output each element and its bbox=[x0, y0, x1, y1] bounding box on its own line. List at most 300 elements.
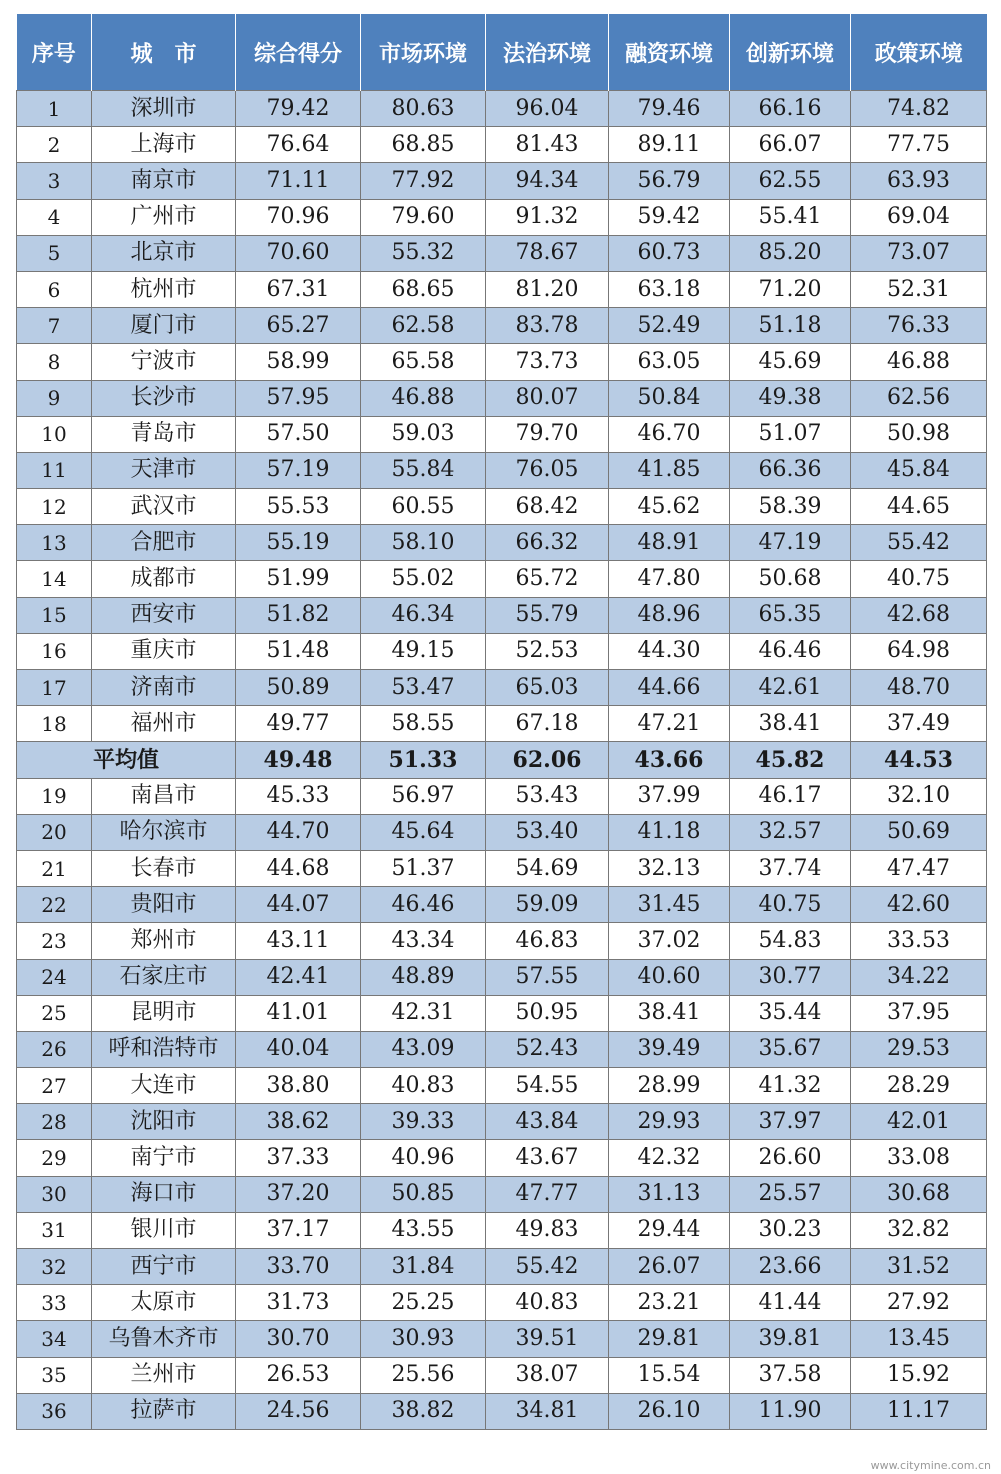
score-cell: 62.56 bbox=[851, 380, 987, 416]
score-cell: 55.19 bbox=[236, 525, 361, 561]
score-cell: 59.09 bbox=[486, 887, 609, 923]
city-cell: 银川市 bbox=[92, 1212, 236, 1248]
score-cell: 11.17 bbox=[851, 1393, 987, 1429]
rank-cell: 21 bbox=[17, 850, 92, 886]
rank-cell: 20 bbox=[17, 814, 92, 850]
score-cell: 42.41 bbox=[236, 959, 361, 995]
score-cell: 50.84 bbox=[609, 380, 730, 416]
score-cell: 78.67 bbox=[486, 235, 609, 271]
table-row bbox=[17, 561, 987, 597]
city-cell: 南昌市 bbox=[92, 778, 236, 814]
score-cell: 58.55 bbox=[361, 706, 486, 742]
score-cell: 35.67 bbox=[730, 1031, 851, 1067]
score-cell: 30.70 bbox=[236, 1321, 361, 1357]
score-cell: 49.77 bbox=[236, 706, 361, 742]
rank-cell: 16 bbox=[17, 633, 92, 669]
score-cell: 45.82 bbox=[730, 742, 851, 778]
score-cell: 53.40 bbox=[486, 814, 609, 850]
score-cell: 73.07 bbox=[851, 235, 987, 271]
table-row bbox=[17, 1068, 987, 1104]
score-cell: 56.79 bbox=[609, 163, 730, 199]
score-cell: 46.46 bbox=[361, 887, 486, 923]
score-cell: 63.18 bbox=[609, 271, 730, 307]
score-cell: 68.65 bbox=[361, 271, 486, 307]
score-cell: 51.37 bbox=[361, 850, 486, 886]
score-cell: 69.04 bbox=[851, 199, 987, 235]
header-index: 序号 bbox=[17, 14, 92, 91]
score-cell: 76.33 bbox=[851, 308, 987, 344]
table-row bbox=[17, 814, 987, 850]
score-cell: 55.41 bbox=[730, 199, 851, 235]
table-row bbox=[17, 452, 987, 488]
score-cell: 66.32 bbox=[486, 525, 609, 561]
score-cell: 67.31 bbox=[236, 271, 361, 307]
score-cell: 79.70 bbox=[486, 416, 609, 452]
rank-cell: 26 bbox=[17, 1031, 92, 1067]
city-cell: 呼和浩特市 bbox=[92, 1031, 236, 1067]
score-cell: 44.70 bbox=[236, 814, 361, 850]
score-cell: 49.48 bbox=[236, 742, 361, 778]
table-row bbox=[17, 525, 987, 561]
score-cell: 40.60 bbox=[609, 959, 730, 995]
score-cell: 40.83 bbox=[361, 1068, 486, 1104]
score-cell: 57.55 bbox=[486, 959, 609, 995]
table-row bbox=[17, 1393, 987, 1429]
table-row bbox=[17, 416, 987, 452]
score-cell: 33.53 bbox=[851, 923, 987, 959]
city-cell: 重庆市 bbox=[92, 633, 236, 669]
rank-cell: 9 bbox=[17, 380, 92, 416]
score-cell: 31.84 bbox=[361, 1249, 486, 1285]
score-cell: 57.50 bbox=[236, 416, 361, 452]
score-cell: 42.61 bbox=[730, 670, 851, 706]
score-cell: 50.95 bbox=[486, 995, 609, 1031]
table-row bbox=[17, 199, 987, 235]
city-cell: 西安市 bbox=[92, 597, 236, 633]
score-cell: 59.42 bbox=[609, 199, 730, 235]
score-cell: 41.01 bbox=[236, 995, 361, 1031]
score-cell: 46.17 bbox=[730, 778, 851, 814]
score-cell: 30.23 bbox=[730, 1212, 851, 1248]
rank-cell: 36 bbox=[17, 1393, 92, 1429]
score-cell: 51.18 bbox=[730, 308, 851, 344]
score-cell: 29.53 bbox=[851, 1031, 987, 1067]
table-row bbox=[17, 1031, 987, 1067]
score-cell: 51.82 bbox=[236, 597, 361, 633]
rank-cell: 18 bbox=[17, 706, 92, 742]
score-cell: 41.85 bbox=[609, 452, 730, 488]
score-cell: 38.41 bbox=[609, 995, 730, 1031]
score-cell: 25.57 bbox=[730, 1176, 851, 1212]
score-cell: 66.36 bbox=[730, 452, 851, 488]
rank-cell: 35 bbox=[17, 1357, 92, 1393]
city-cell: 拉萨市 bbox=[92, 1393, 236, 1429]
rank-cell: 30 bbox=[17, 1176, 92, 1212]
score-cell: 32.82 bbox=[851, 1212, 987, 1248]
score-cell: 32.13 bbox=[609, 850, 730, 886]
score-cell: 43.84 bbox=[486, 1104, 609, 1140]
table-row bbox=[17, 344, 987, 380]
score-cell: 81.20 bbox=[486, 271, 609, 307]
score-cell: 44.07 bbox=[236, 887, 361, 923]
score-cell: 39.49 bbox=[609, 1031, 730, 1067]
score-cell: 49.38 bbox=[730, 380, 851, 416]
table-row bbox=[17, 923, 987, 959]
score-cell: 79.46 bbox=[609, 91, 730, 127]
city-cell: 深圳市 bbox=[92, 91, 236, 127]
header-policy-env: 政策环境 bbox=[851, 14, 987, 91]
table-row bbox=[17, 995, 987, 1031]
score-cell: 40.04 bbox=[236, 1031, 361, 1067]
city-cell: 南京市 bbox=[92, 163, 236, 199]
score-cell: 55.53 bbox=[236, 489, 361, 525]
score-cell: 53.47 bbox=[361, 670, 486, 706]
table-row bbox=[17, 959, 987, 995]
city-cell: 南宁市 bbox=[92, 1140, 236, 1176]
score-cell: 13.45 bbox=[851, 1321, 987, 1357]
city-cell: 石家庄市 bbox=[92, 959, 236, 995]
score-cell: 43.67 bbox=[486, 1140, 609, 1176]
score-cell: 37.02 bbox=[609, 923, 730, 959]
city-cell: 昆明市 bbox=[92, 995, 236, 1031]
rank-cell: 4 bbox=[17, 199, 92, 235]
score-cell: 74.82 bbox=[851, 91, 987, 127]
score-cell: 11.90 bbox=[730, 1393, 851, 1429]
average-row bbox=[17, 742, 987, 778]
rank-cell: 1 bbox=[17, 91, 92, 127]
score-cell: 32.10 bbox=[851, 778, 987, 814]
score-cell: 52.43 bbox=[486, 1031, 609, 1067]
city-cell: 长沙市 bbox=[92, 380, 236, 416]
score-cell: 54.83 bbox=[730, 923, 851, 959]
city-cell: 西宁市 bbox=[92, 1249, 236, 1285]
score-cell: 47.77 bbox=[486, 1176, 609, 1212]
score-cell: 65.27 bbox=[236, 308, 361, 344]
city-cell: 厦门市 bbox=[92, 308, 236, 344]
city-cell: 福州市 bbox=[92, 706, 236, 742]
rank-cell: 7 bbox=[17, 308, 92, 344]
score-cell: 15.54 bbox=[609, 1357, 730, 1393]
rank-cell: 19 bbox=[17, 778, 92, 814]
score-cell: 39.33 bbox=[361, 1104, 486, 1140]
score-cell: 37.33 bbox=[236, 1140, 361, 1176]
score-cell: 51.33 bbox=[361, 742, 486, 778]
city-cell: 哈尔滨市 bbox=[92, 814, 236, 850]
score-cell: 77.92 bbox=[361, 163, 486, 199]
score-cell: 45.64 bbox=[361, 814, 486, 850]
rank-cell: 12 bbox=[17, 489, 92, 525]
score-cell: 85.20 bbox=[730, 235, 851, 271]
header-finance-env: 融资环境 bbox=[609, 14, 730, 91]
score-cell: 38.07 bbox=[486, 1357, 609, 1393]
score-cell: 76.05 bbox=[486, 452, 609, 488]
score-cell: 42.68 bbox=[851, 597, 987, 633]
rank-cell: 17 bbox=[17, 670, 92, 706]
score-cell: 46.46 bbox=[730, 633, 851, 669]
rank-cell: 11 bbox=[17, 452, 92, 488]
score-cell: 33.08 bbox=[851, 1140, 987, 1176]
score-cell: 48.89 bbox=[361, 959, 486, 995]
score-cell: 80.07 bbox=[486, 380, 609, 416]
score-cell: 26.53 bbox=[236, 1357, 361, 1393]
table-row bbox=[17, 163, 987, 199]
rank-cell: 23 bbox=[17, 923, 92, 959]
score-cell: 46.34 bbox=[361, 597, 486, 633]
score-cell: 55.42 bbox=[851, 525, 987, 561]
score-cell: 24.56 bbox=[236, 1393, 361, 1429]
score-cell: 31.13 bbox=[609, 1176, 730, 1212]
city-cell: 成都市 bbox=[92, 561, 236, 597]
score-cell: 48.96 bbox=[609, 597, 730, 633]
score-cell: 60.73 bbox=[609, 235, 730, 271]
table-row bbox=[17, 778, 987, 814]
score-cell: 26.07 bbox=[609, 1249, 730, 1285]
score-cell: 37.17 bbox=[236, 1212, 361, 1248]
city-cell: 宁波市 bbox=[92, 344, 236, 380]
score-cell: 57.19 bbox=[236, 452, 361, 488]
score-cell: 46.83 bbox=[486, 923, 609, 959]
score-cell: 59.03 bbox=[361, 416, 486, 452]
score-cell: 47.47 bbox=[851, 850, 987, 886]
score-cell: 40.96 bbox=[361, 1140, 486, 1176]
score-cell: 32.57 bbox=[730, 814, 851, 850]
city-cell: 济南市 bbox=[92, 670, 236, 706]
city-cell: 沈阳市 bbox=[92, 1104, 236, 1140]
score-cell: 65.35 bbox=[730, 597, 851, 633]
rank-cell: 27 bbox=[17, 1068, 92, 1104]
score-cell: 41.44 bbox=[730, 1285, 851, 1321]
table-row bbox=[17, 127, 987, 163]
city-cell: 乌鲁木齐市 bbox=[92, 1321, 236, 1357]
city-cell: 兰州市 bbox=[92, 1357, 236, 1393]
score-cell: 23.21 bbox=[609, 1285, 730, 1321]
score-cell: 50.68 bbox=[730, 561, 851, 597]
watermark: www.citymine.com.cn bbox=[870, 1459, 991, 1472]
header-innovation-env: 创新环境 bbox=[730, 14, 851, 91]
score-cell: 63.93 bbox=[851, 163, 987, 199]
score-cell: 37.97 bbox=[730, 1104, 851, 1140]
table-row bbox=[17, 1357, 987, 1393]
header-market-env: 市场环境 bbox=[361, 14, 486, 91]
header-row bbox=[17, 14, 987, 91]
score-cell: 65.03 bbox=[486, 670, 609, 706]
score-cell: 43.09 bbox=[361, 1031, 486, 1067]
score-cell: 26.60 bbox=[730, 1140, 851, 1176]
score-cell: 56.97 bbox=[361, 778, 486, 814]
score-cell: 70.60 bbox=[236, 235, 361, 271]
score-cell: 49.83 bbox=[486, 1212, 609, 1248]
table-row bbox=[17, 633, 987, 669]
rank-cell: 22 bbox=[17, 887, 92, 923]
table-row bbox=[17, 597, 987, 633]
rank-cell: 3 bbox=[17, 163, 92, 199]
score-cell: 64.98 bbox=[851, 633, 987, 669]
city-cell: 合肥市 bbox=[92, 525, 236, 561]
table-row bbox=[17, 1176, 987, 1212]
score-cell: 71.20 bbox=[730, 271, 851, 307]
score-cell: 31.45 bbox=[609, 887, 730, 923]
table-row bbox=[17, 235, 987, 271]
rank-cell: 28 bbox=[17, 1104, 92, 1140]
score-cell: 29.81 bbox=[609, 1321, 730, 1357]
score-cell: 40.75 bbox=[730, 887, 851, 923]
score-cell: 50.69 bbox=[851, 814, 987, 850]
score-cell: 51.07 bbox=[730, 416, 851, 452]
score-cell: 50.89 bbox=[236, 670, 361, 706]
score-cell: 30.68 bbox=[851, 1176, 987, 1212]
score-cell: 31.73 bbox=[236, 1285, 361, 1321]
rank-cell: 34 bbox=[17, 1321, 92, 1357]
rank-cell: 6 bbox=[17, 271, 92, 307]
score-cell: 30.77 bbox=[730, 959, 851, 995]
score-cell: 44.65 bbox=[851, 489, 987, 525]
city-cell: 海口市 bbox=[92, 1176, 236, 1212]
city-cell: 青岛市 bbox=[92, 416, 236, 452]
score-cell: 30.93 bbox=[361, 1321, 486, 1357]
table-row bbox=[17, 1321, 987, 1357]
rank-cell: 25 bbox=[17, 995, 92, 1031]
score-cell: 55.84 bbox=[361, 452, 486, 488]
rank-cell: 31 bbox=[17, 1212, 92, 1248]
score-cell: 47.80 bbox=[609, 561, 730, 597]
score-cell: 41.18 bbox=[609, 814, 730, 850]
score-cell: 50.98 bbox=[851, 416, 987, 452]
score-cell: 70.96 bbox=[236, 199, 361, 235]
score-cell: 39.51 bbox=[486, 1321, 609, 1357]
city-cell: 北京市 bbox=[92, 235, 236, 271]
table-body bbox=[17, 91, 987, 1430]
table-row bbox=[17, 91, 987, 127]
score-cell: 29.93 bbox=[609, 1104, 730, 1140]
score-cell: 37.49 bbox=[851, 706, 987, 742]
rank-cell: 8 bbox=[17, 344, 92, 380]
score-cell: 28.29 bbox=[851, 1068, 987, 1104]
score-cell: 43.66 bbox=[609, 742, 730, 778]
score-cell: 58.39 bbox=[730, 489, 851, 525]
score-cell: 38.62 bbox=[236, 1104, 361, 1140]
header-overall-score: 综合得分 bbox=[236, 14, 361, 91]
score-cell: 89.11 bbox=[609, 127, 730, 163]
table-row bbox=[17, 380, 987, 416]
score-cell: 49.15 bbox=[361, 633, 486, 669]
score-cell: 63.05 bbox=[609, 344, 730, 380]
score-cell: 44.66 bbox=[609, 670, 730, 706]
score-cell: 46.70 bbox=[609, 416, 730, 452]
score-cell: 52.53 bbox=[486, 633, 609, 669]
rank-cell: 5 bbox=[17, 235, 92, 271]
score-cell: 79.42 bbox=[236, 91, 361, 127]
rank-cell: 10 bbox=[17, 416, 92, 452]
score-cell: 51.48 bbox=[236, 633, 361, 669]
rank-cell: 13 bbox=[17, 525, 92, 561]
city-cell: 大连市 bbox=[92, 1068, 236, 1104]
score-cell: 15.92 bbox=[851, 1357, 987, 1393]
score-cell: 40.83 bbox=[486, 1285, 609, 1321]
score-cell: 55.42 bbox=[486, 1249, 609, 1285]
score-cell: 68.42 bbox=[486, 489, 609, 525]
score-cell: 58.99 bbox=[236, 344, 361, 380]
table-row bbox=[17, 308, 987, 344]
average-label: 平均值 bbox=[17, 742, 236, 778]
score-cell: 41.32 bbox=[730, 1068, 851, 1104]
rank-cell: 24 bbox=[17, 959, 92, 995]
score-cell: 53.43 bbox=[486, 778, 609, 814]
score-cell: 48.91 bbox=[609, 525, 730, 561]
table-row bbox=[17, 1104, 987, 1140]
score-cell: 55.32 bbox=[361, 235, 486, 271]
rank-cell: 14 bbox=[17, 561, 92, 597]
score-cell: 80.63 bbox=[361, 91, 486, 127]
score-cell: 58.10 bbox=[361, 525, 486, 561]
city-cell: 杭州市 bbox=[92, 271, 236, 307]
score-cell: 65.72 bbox=[486, 561, 609, 597]
score-cell: 94.34 bbox=[486, 163, 609, 199]
score-cell: 43.55 bbox=[361, 1212, 486, 1248]
score-cell: 45.84 bbox=[851, 452, 987, 488]
table-row bbox=[17, 706, 987, 742]
score-cell: 39.81 bbox=[730, 1321, 851, 1357]
rank-cell: 15 bbox=[17, 597, 92, 633]
score-cell: 52.31 bbox=[851, 271, 987, 307]
table-row bbox=[17, 1285, 987, 1321]
score-cell: 37.58 bbox=[730, 1357, 851, 1393]
score-cell: 33.70 bbox=[236, 1249, 361, 1285]
score-cell: 25.25 bbox=[361, 1285, 486, 1321]
score-cell: 46.88 bbox=[361, 380, 486, 416]
rank-cell: 32 bbox=[17, 1249, 92, 1285]
score-cell: 38.82 bbox=[361, 1393, 486, 1429]
score-cell: 60.55 bbox=[361, 489, 486, 525]
score-cell: 68.85 bbox=[361, 127, 486, 163]
score-cell: 44.68 bbox=[236, 850, 361, 886]
score-cell: 55.79 bbox=[486, 597, 609, 633]
score-cell: 67.18 bbox=[486, 706, 609, 742]
score-cell: 34.22 bbox=[851, 959, 987, 995]
score-cell: 26.10 bbox=[609, 1393, 730, 1429]
rank-cell: 29 bbox=[17, 1140, 92, 1176]
table-row bbox=[17, 1249, 987, 1285]
score-cell: 66.16 bbox=[730, 91, 851, 127]
score-cell: 42.01 bbox=[851, 1104, 987, 1140]
score-cell: 43.34 bbox=[361, 923, 486, 959]
city-cell: 太原市 bbox=[92, 1285, 236, 1321]
table-row bbox=[17, 271, 987, 307]
table-row bbox=[17, 1140, 987, 1176]
score-cell: 62.06 bbox=[486, 742, 609, 778]
score-cell: 37.95 bbox=[851, 995, 987, 1031]
score-cell: 66.07 bbox=[730, 127, 851, 163]
score-cell: 57.95 bbox=[236, 380, 361, 416]
city-cell: 贵阳市 bbox=[92, 887, 236, 923]
score-cell: 76.64 bbox=[236, 127, 361, 163]
table-row bbox=[17, 850, 987, 886]
score-cell: 62.55 bbox=[730, 163, 851, 199]
city-cell: 天津市 bbox=[92, 452, 236, 488]
city-cell: 长春市 bbox=[92, 850, 236, 886]
score-cell: 38.80 bbox=[236, 1068, 361, 1104]
score-cell: 62.58 bbox=[361, 308, 486, 344]
city-cell: 郑州市 bbox=[92, 923, 236, 959]
score-cell: 46.88 bbox=[851, 344, 987, 380]
city-ranking-table bbox=[16, 14, 987, 1430]
city-cell: 武汉市 bbox=[92, 489, 236, 525]
score-cell: 42.32 bbox=[609, 1140, 730, 1176]
score-cell: 77.75 bbox=[851, 127, 987, 163]
city-cell: 上海市 bbox=[92, 127, 236, 163]
score-cell: 29.44 bbox=[609, 1212, 730, 1248]
score-cell: 37.74 bbox=[730, 850, 851, 886]
score-cell: 51.99 bbox=[236, 561, 361, 597]
